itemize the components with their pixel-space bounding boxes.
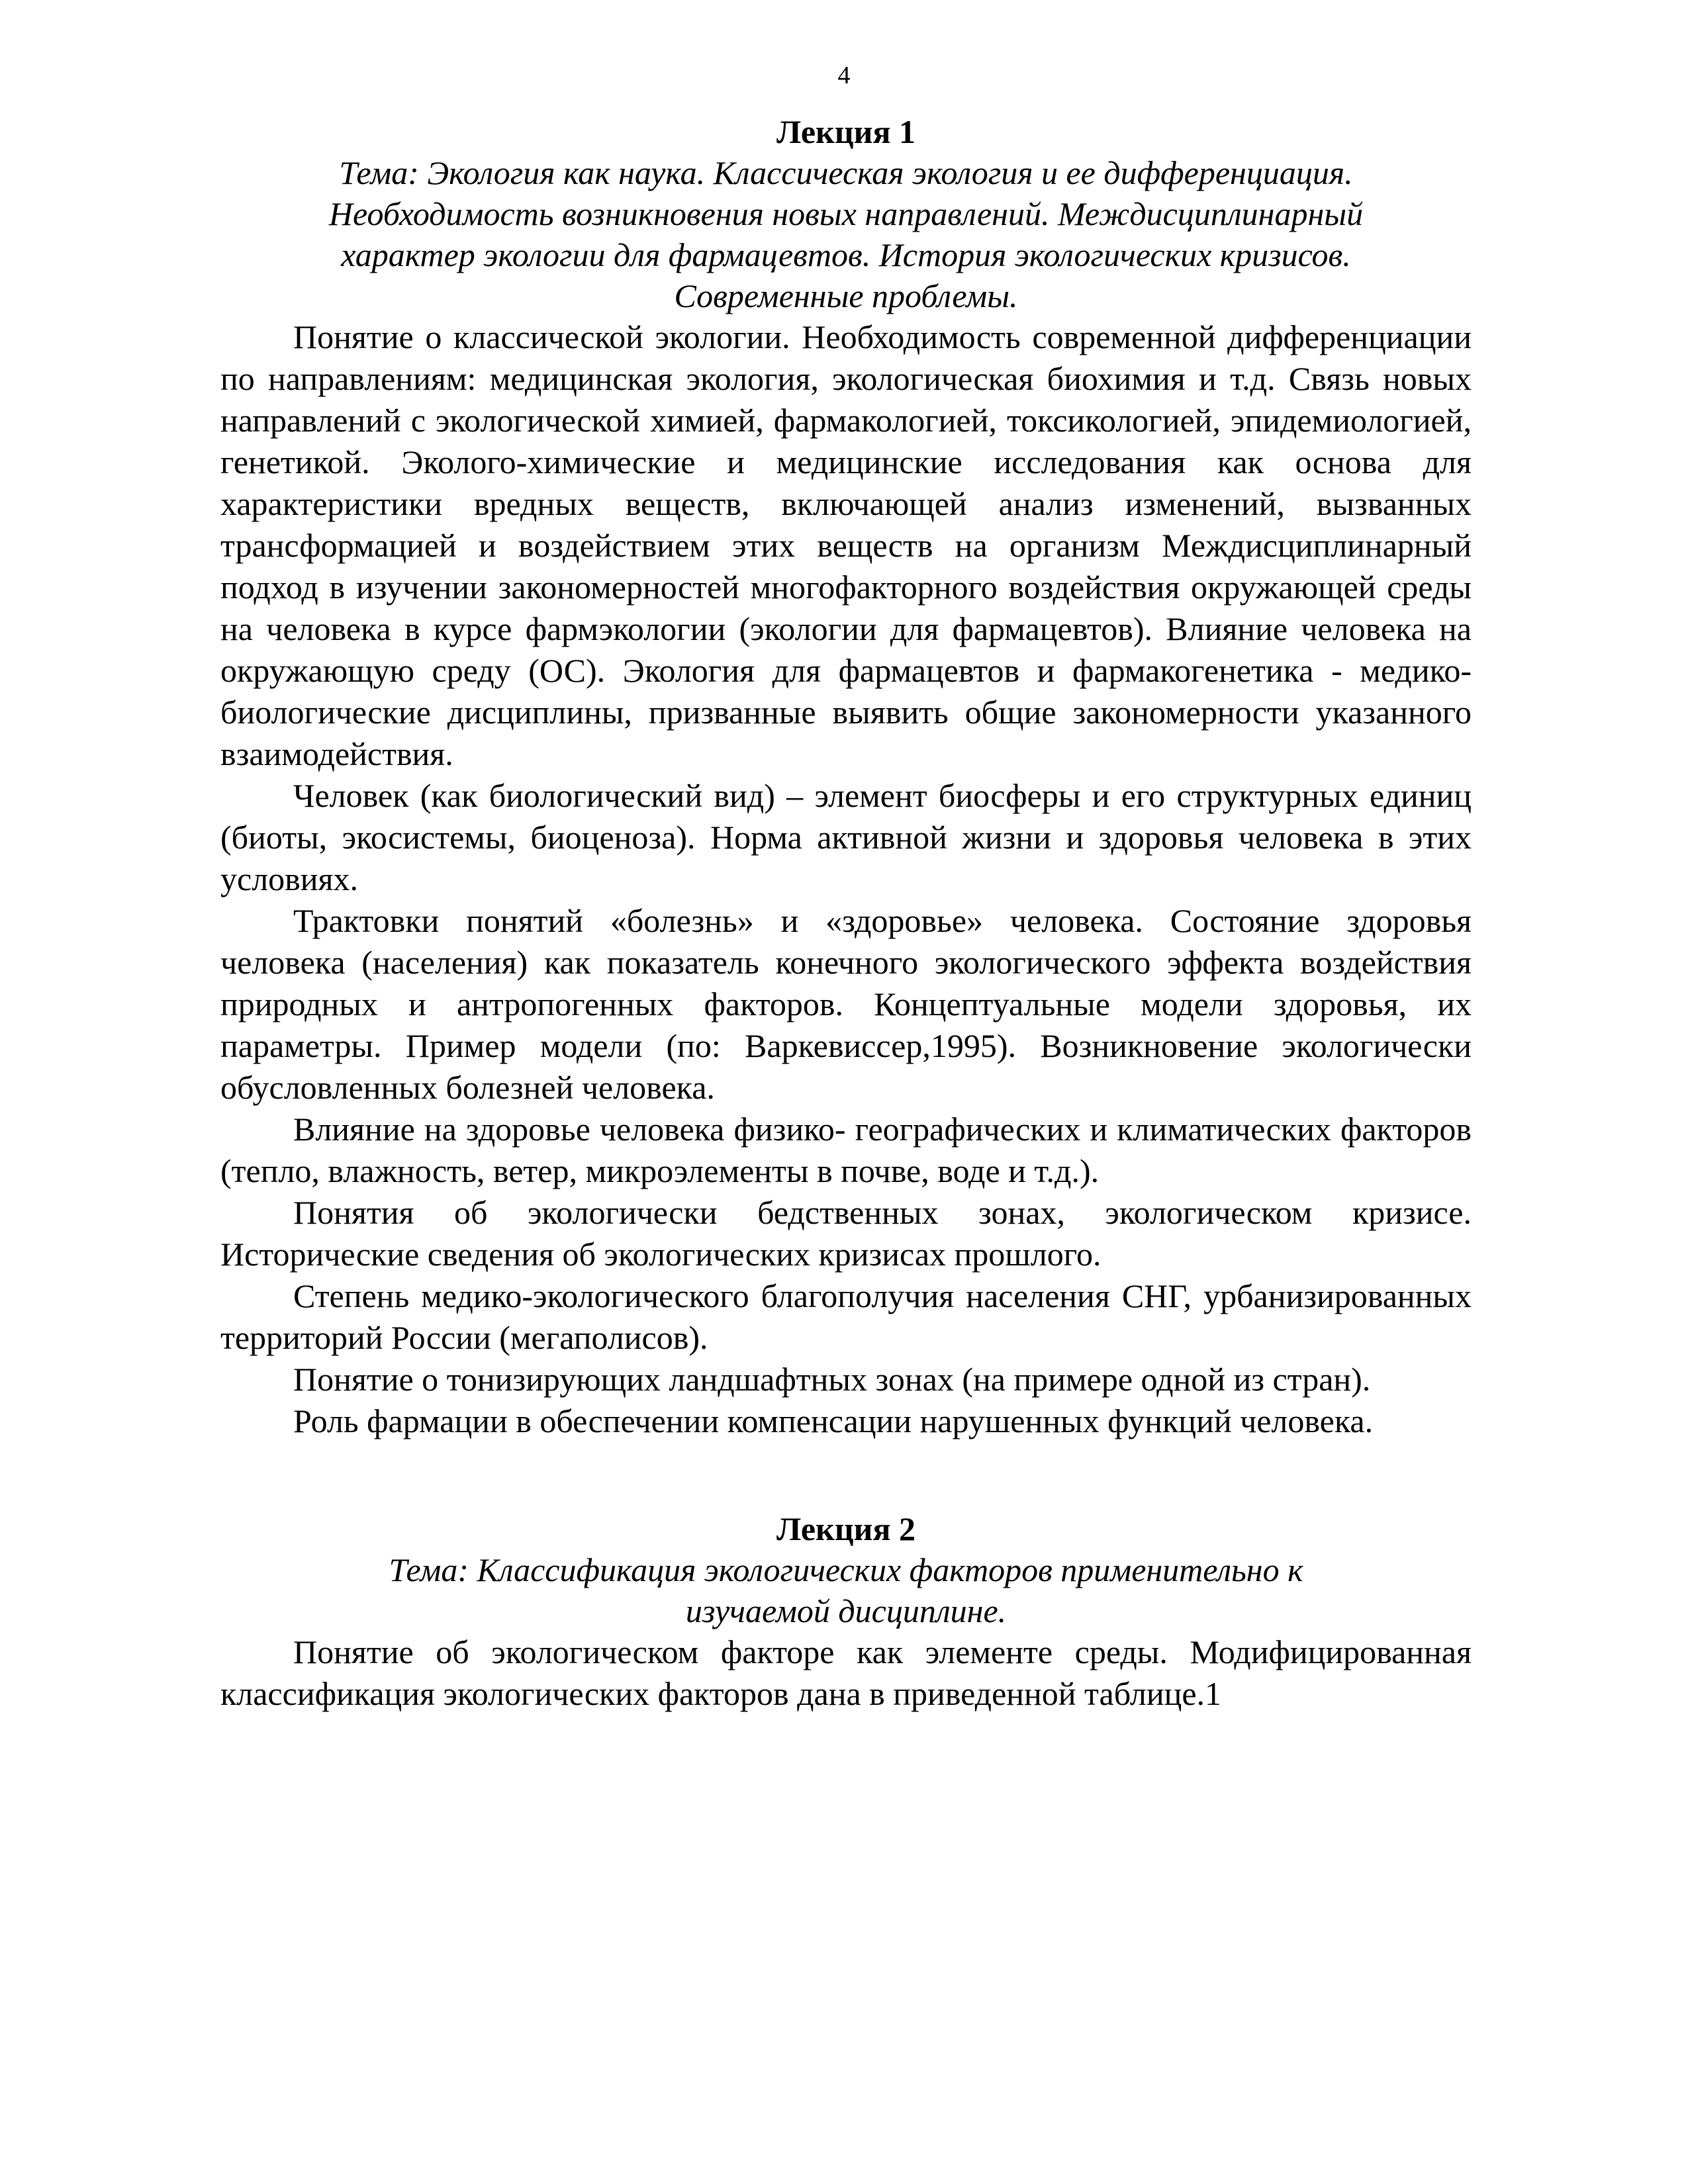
paragraph: Влияние на здоровье человека физико- географических и климатических факторов (тепло, влажность, ветер, микроэлементы в почве, воде и т.д.). [220, 1111, 1472, 1189]
lecture-1-section [220, 111, 1472, 1442]
section-spacer [220, 1442, 1472, 1508]
paragraph: Роль фармации в обеспечении компенсации нарушенных функций человека. [293, 1402, 1374, 1439]
topic-line: изучаемой дисциплине. [685, 1592, 1007, 1629]
topic-line: характер экологии для фармацевтов. История экологических кризисов. [341, 236, 1351, 273]
lecture-2-topic [220, 1549, 1472, 1631]
page-number: 4 [837, 62, 851, 89]
lecture-2-section [220, 1508, 1472, 1715]
topic-line: Тема: Экология как наука. Классическая экология и ее дифференциация. [339, 154, 1353, 191]
paragraph: Понятие об экологическом факторе как элементе среды. Модифицированная классификация экологических факторов дана в приведенной таблице.1 [220, 1633, 1472, 1712]
paragraph: Человек (как биологический вид) – элемент биосферы и его структурных единиц (биоты, экосистемы, биоценоза). Норма активной жизни и здоровья человека в этих условиях. [220, 777, 1472, 897]
topic-line: Необходимость возникновения новых направлений. Междисциплинарный [328, 195, 1364, 232]
lecture-1-title: Лекция 1 [776, 113, 916, 150]
topic-line: Тема: Классификация экологических факторов применительно к [389, 1551, 1303, 1588]
lecture-1-topic [220, 152, 1472, 316]
lecture-2-title: Лекция 2 [776, 1510, 916, 1547]
paragraph: Понятие о классической экологии. Необходимость современной дифференциации по направлениям: медицинская экология, экологическая биохимия и т.д. Связь новых направлений с экологической химией, фармакологией, токсикологией, эпидемиологией, генетикой. Эколого-химические и медицинские исследования как основа для характеристики вредных веществ, включающей анализ изменений, вызванных трансформацией и воздействием этих веществ на организм Междисциплинарный подход в изучении закономерностей многофакторного воздействия окружающей среды на человека в курсе фармэкологии (экологии для фармацевтов). Влияние человека на окружающую среду (ОС). Экология для фармацевтов и фармакогенетика - медико-биологические дисциплины, призванные выявить общие закономерности указанного взаимодействия. [220, 318, 1472, 772]
page-content [220, 111, 1472, 1715]
topic-line: Современные проблемы. [674, 277, 1018, 314]
paragraph: Степень медико-экологического благополучия населения СНГ, урбанизированных территорий России (мегаполисов). [220, 1277, 1472, 1356]
paragraph: Понятие о тонизирующих ландшафтных зонах (на примере одной из стран). [293, 1361, 1371, 1398]
paragraph: Трактовки понятий «болезнь» и «здоровье» человека. Состояние здоровья человека (населения) как показатель конечного экологического эффекта воздействия природных и антропогенных факторов. Концептуальные модели здоровья, их параметры. Пример модели (по: Варкевиссер,1995). Возникновение экологически обусловленных болезней человека. [220, 902, 1472, 1106]
paragraph: Понятия об экологически бедственных зонах, экологическом кризисе. Исторические сведения об экологических кризисах прошлого. [220, 1194, 1472, 1273]
